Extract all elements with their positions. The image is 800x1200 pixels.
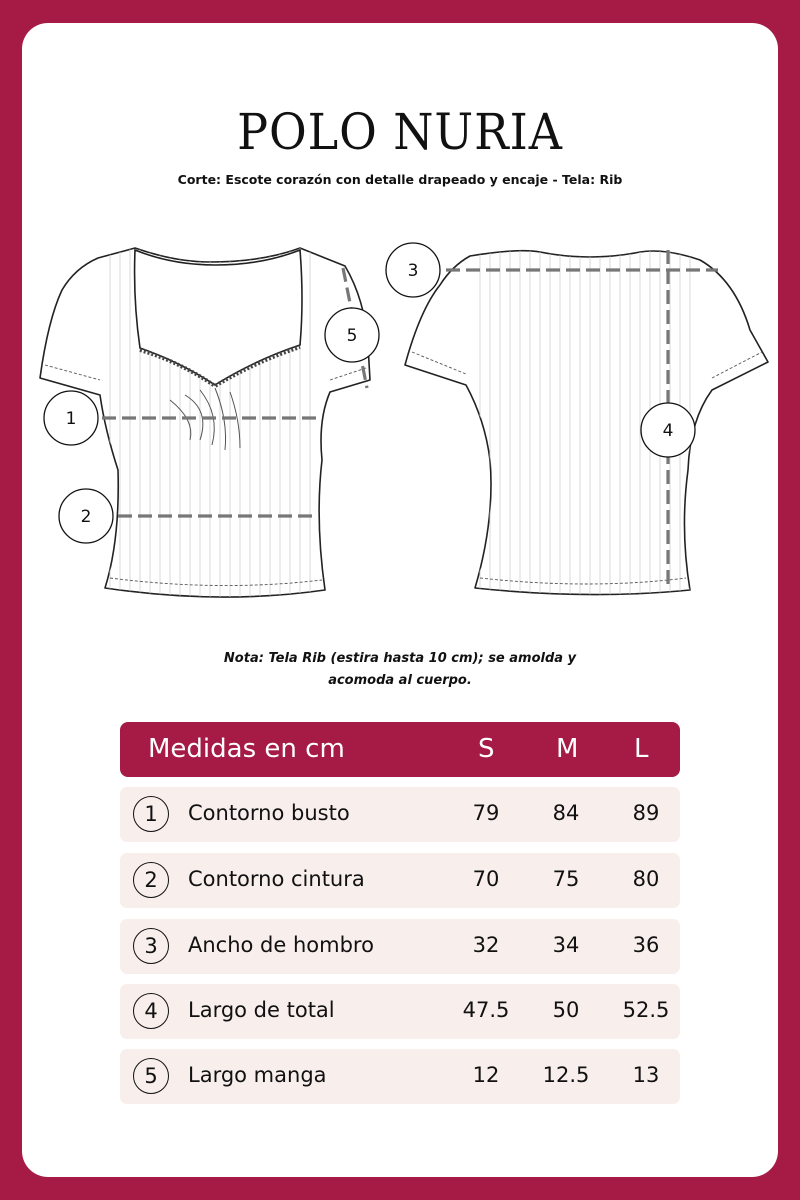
- value-size-l: 13: [632, 1063, 660, 1087]
- fabric-note-line-2: acomoda al cuerpo.: [328, 673, 472, 688]
- svg-text:2: 2: [80, 507, 92, 527]
- table-row: [120, 853, 680, 908]
- svg-text:1: 1: [65, 409, 77, 429]
- value-size-l: 89: [632, 801, 660, 825]
- value-size-m: 50: [552, 998, 580, 1022]
- header-label: Medidas en cm: [148, 734, 345, 764]
- value-size-m: 12.5: [542, 1063, 590, 1087]
- row-label: Contorno busto: [188, 801, 350, 825]
- marker-5: [325, 308, 379, 362]
- value-size-s: 12: [472, 1063, 500, 1087]
- svg-text:5: 5: [346, 326, 358, 346]
- value-size-m: 34: [552, 933, 580, 957]
- back-garment: [405, 230, 768, 620]
- table-row: [120, 984, 680, 1039]
- row-number: 2: [133, 862, 169, 898]
- header-size-m: M: [556, 734, 579, 764]
- value-size-s: 32: [472, 933, 500, 957]
- row-label: Contorno cintura: [188, 867, 365, 891]
- value-size-s: 70: [472, 867, 500, 891]
- value-size-m: 84: [552, 801, 580, 825]
- value-size-s: 47.5: [462, 998, 510, 1022]
- fabric-note-line-1: Nota: Tela Rib (estira hasta 10 cm); se amolda y: [223, 651, 577, 666]
- row-number: 1: [133, 796, 169, 832]
- value-size-m: 75: [552, 867, 580, 891]
- marker-1: [44, 391, 98, 445]
- row-label: Largo manga: [188, 1063, 327, 1087]
- marker-3: [386, 243, 440, 297]
- row-number: 5: [133, 1058, 169, 1094]
- size-table-header: [120, 722, 680, 777]
- marker-2: [59, 489, 113, 543]
- table-row: [120, 787, 680, 842]
- row-number: 4: [133, 993, 169, 1029]
- row-label: Largo de total: [188, 998, 335, 1022]
- row-label: Ancho de hombro: [188, 933, 374, 957]
- fabric-note: [190, 648, 610, 692]
- value-size-l: 52.5: [622, 998, 670, 1022]
- value-size-l: 36: [632, 933, 660, 957]
- value-size-l: 80: [632, 867, 660, 891]
- garment-illustration: [0, 230, 800, 630]
- header-size-s: S: [478, 734, 495, 764]
- table-row: [120, 919, 680, 974]
- table-row: [120, 1049, 680, 1104]
- svg-text:4: 4: [662, 421, 674, 441]
- row-number: 3: [133, 928, 169, 964]
- header-size-l: L: [634, 734, 649, 764]
- svg-text:3: 3: [407, 261, 419, 281]
- page-title: POLO NURIA: [237, 103, 563, 161]
- page-subtitle: Corte: Escote corazón con detalle drapeado y encaje - Tela: Rib: [177, 172, 623, 187]
- value-size-s: 79: [472, 801, 500, 825]
- marker-4: [641, 403, 695, 457]
